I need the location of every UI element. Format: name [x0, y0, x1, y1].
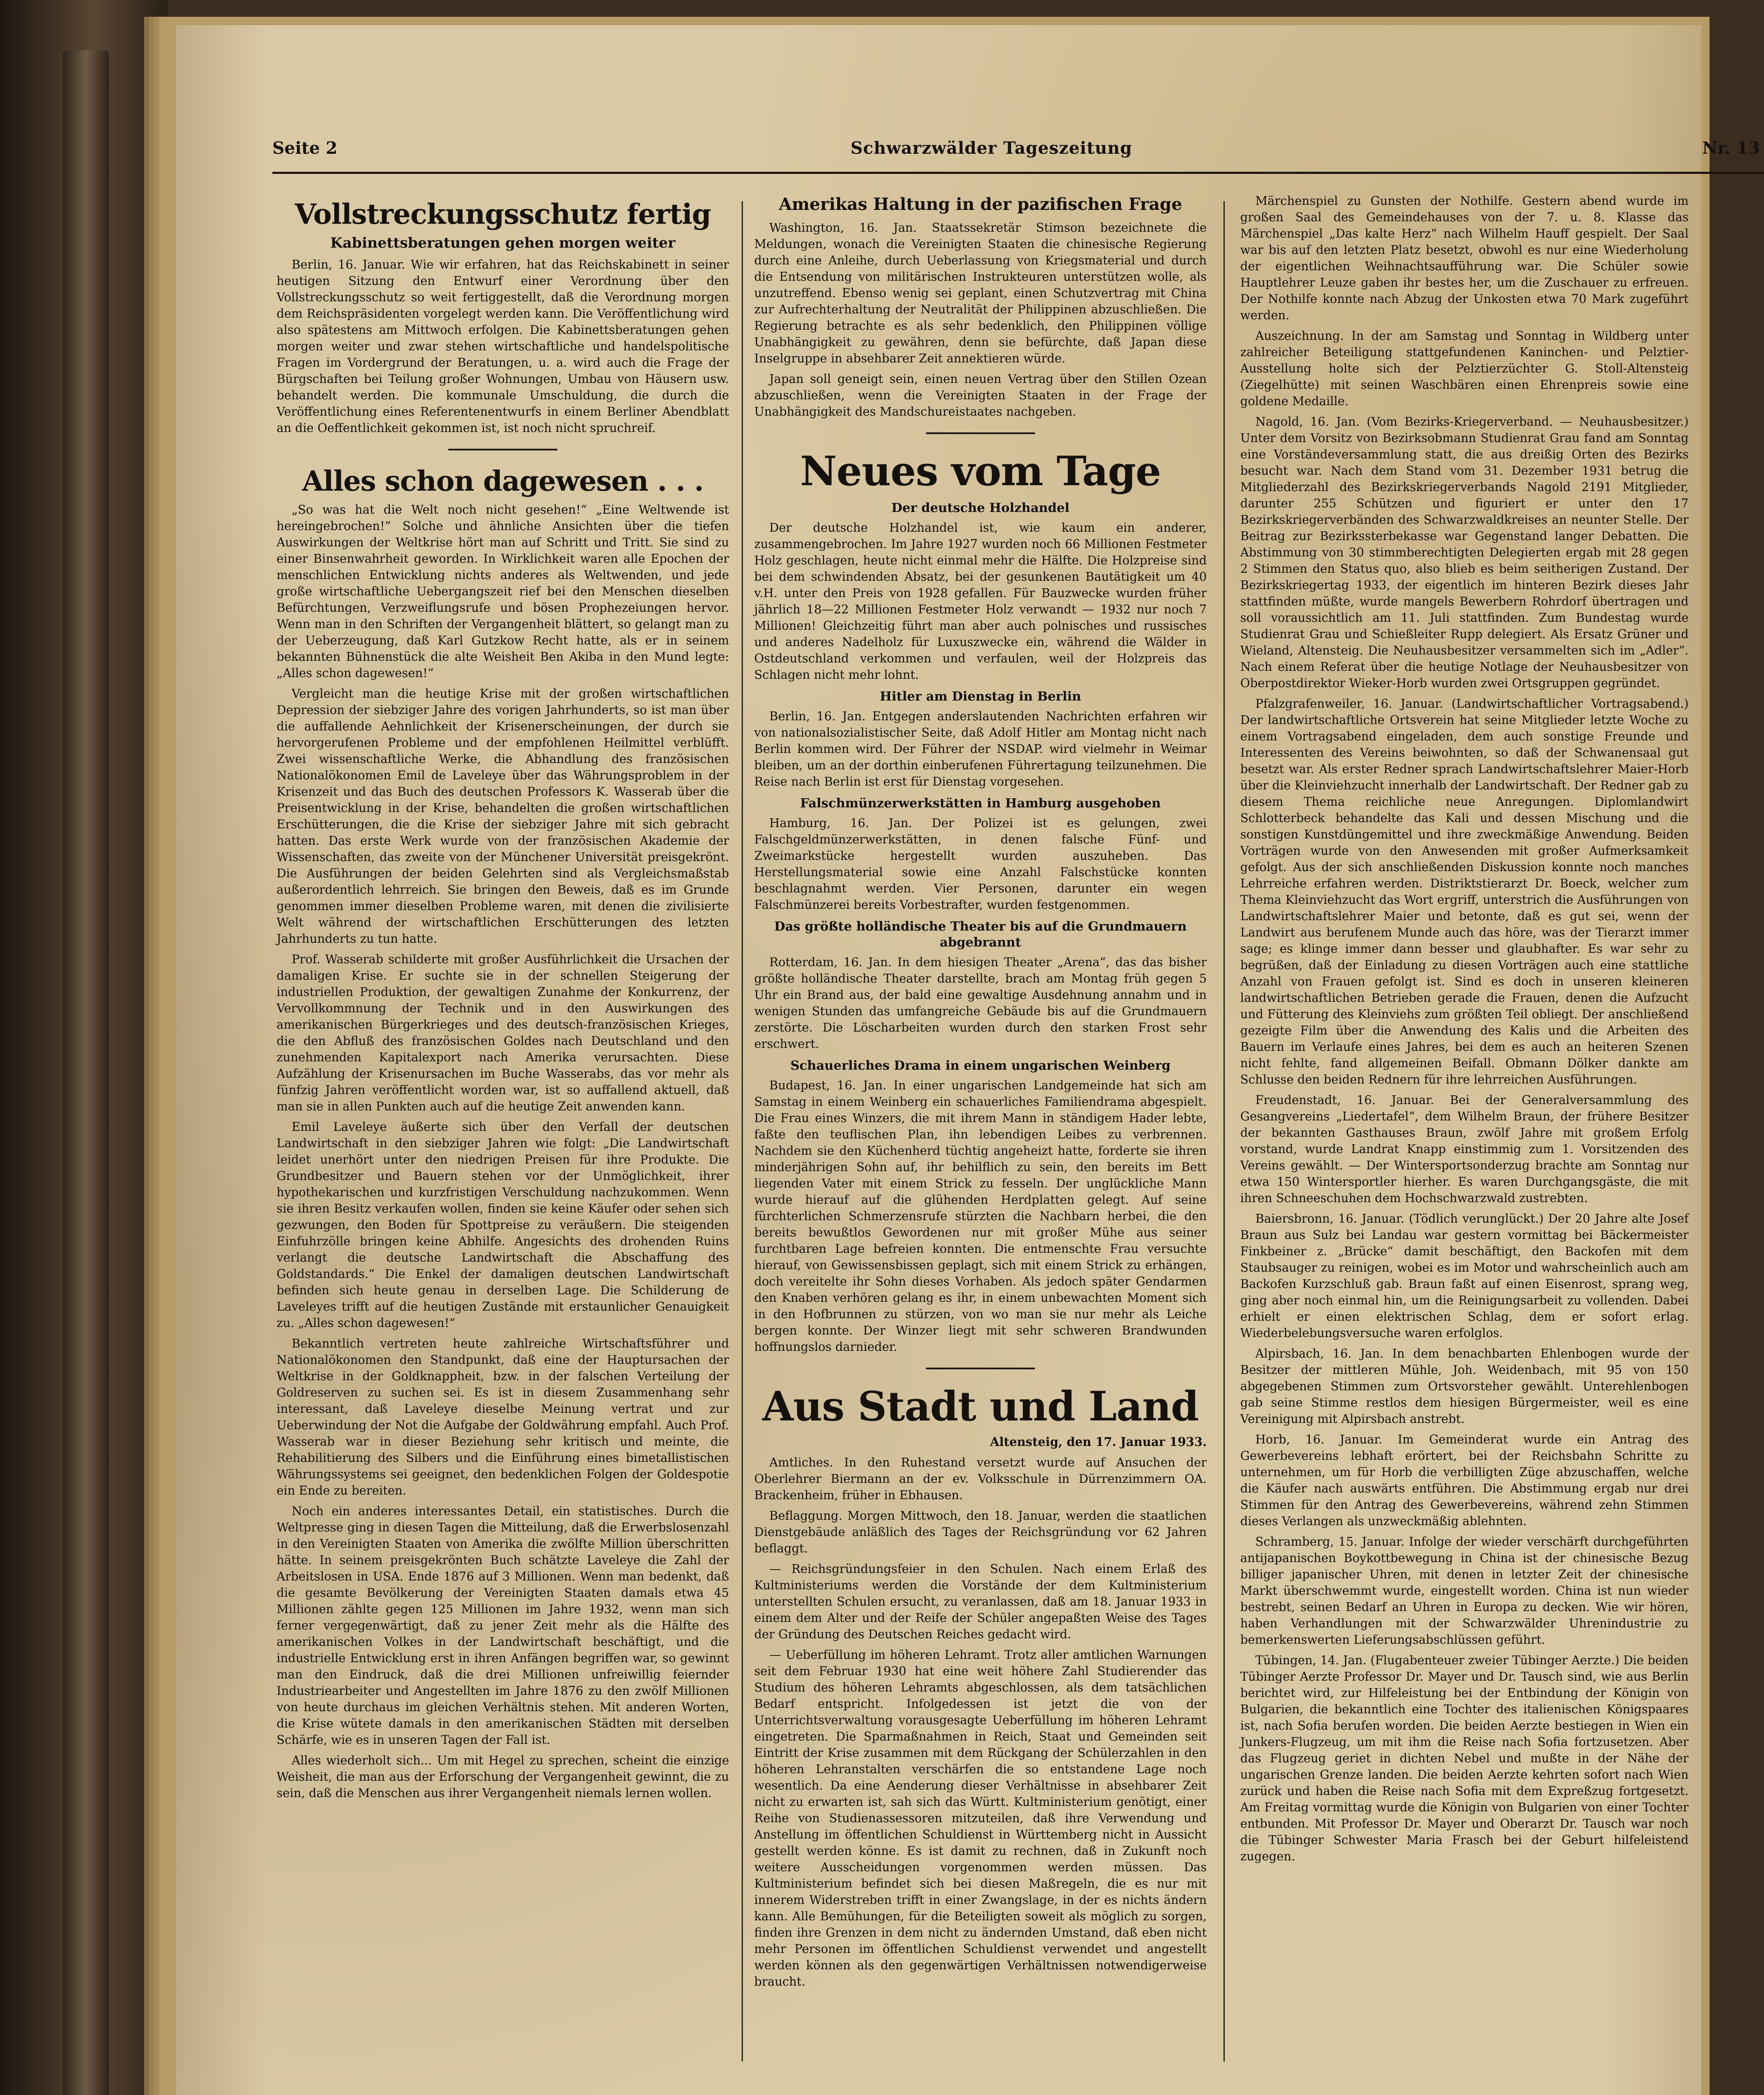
article-paragraph: Budapest, 16. Jan. In einer ungarischen Landgemeinde hat sich am Samstag in einem Weinberg ein schauerliches Familiendrama abgespielt. Die Frau eines Winzers, die mit ihrem Mann in ständigem Hader lebte, faßte den teuflischen Plan, ihn lebendigen Leibes zu verbrennen. Nachdem sie den Küchenherd tüchtig angeheizt hatte, forderte sie ihren minderjährigen Sohn auf, ihr behilflich zu sein, den bereits im Bett liegenden Vater mit einem Strick zu fesseln. Der unglückliche Mann wurde hierauf auf die glühenden Herdplatten gelegt. Auf seine fürchterlichen Schmerzensrufe stürzten die Nachbarn herbei, die den bereits bewußtlos Gewordenen nur mit großer Mühe aus seiner furchtbaren Lage befreien konnten. Die entmenschte Frau versuchte hierauf, von Gewissensbissen geplagt, sich mit einem Strick zu erhängen, doch vereitelte ihr Sohn dieses Vorhaben. Als jedoch später Gendarmen den Knaben verhören gelang es ihr, in einem unbewachten Moment sich in den Hofbrunnen zu stürzen, von wo man sie nur mehr als Leiche bergen konnte. Der Winzer liegt mit sehr schweren Brandwunden hoffnungslos darnieder. [754, 1079, 1207, 1354]
local-news-item: Nagold, 16. Jan. (Vom Bezirks-Kriegerverband. — Neuhausbesitzer.) Unter dem Vorsitz von Bezirksobmann Studienrat Grau fand am Sonntag eine Vorständeversammlung statt, die aus dreißig Orten des Bezirks besucht war. Nach dem Stand vom 31. Dezember 1931 betrug die Mitgliederzahl des Bezirkskriegerverbands Nagold 2191 Mitglieder, darunter 255 Schützen und figuriert er unter den 17 Bezirkskriegerverbänden des Schwarzwaldkreises an neunter Stelle. Der Beitrag zur Bezirkssterbekasse war Gegenstand langer Debatten. Die Abstimmung von 30 stimmberechtigten Delegierten ergab mit 28 gegen 2 Stimmen den Status quo, also blieb es beim seitherigen Zustand. Der Bezirkskriegertag 1933, der eigentlich im hinteren Bezirk dieses Jahr stattfinden müßte, wurde mangels Bewerbern Rohrdorf übertragen und soll voraussichtlich am 11. Juli stattfinden. Zum Bundestag wurde Studienrat Grau und Schießleiter Rupp delegiert. Als Ersatz Grüner und Wieland, Altensteig. Die Neuhausbesitzer versammelten sich im „Adler“. Nach einem Referat über die heutige Notlage der Neuhausbesitzer von Oberpostdirektor Wieker-Horb wurden zwei Ortsgruppen gegründet. [1240, 415, 1689, 690]
article-paragraph: Emil Laveleye äußerte sich über den Verfall der deutschen Landwirtschaft in den siebziger Jahren wie folgt: „Die Landwirtschaft leidet unerhört unter den niedrigen Preisen für ihre Produkte. Die Grundbesitzer und Bauern stehen vor der Unmöglichkeit, ihrer hypothekarischen und kurzfristigen Verschuldung nachzukommen. Wenn sie ihren Besitz verkaufen wollen, finden sie keine Käufer oder sehen sich gezwungen, den Boden für Spottpreise zu veräußern. Die steigenden Einfuhrzölle bringen keine Abhilfe. Angesichts des drohenden Ruins verlangt die deutsche Landwirtschaft die Abschaffung des Goldstandards.“ Die Enkel der damaligen deutschen Landwirtschaft befinden sich heute genau in derselben Lage. Die Schilderung de Laveleyes trifft auf die heutigen Zustände mit erstaunlicher Genauigkeit zu. „Alles schon dagewesen!“ [277, 1120, 729, 1330]
local-news-item: Freudenstadt, 16. Januar. Bei der Generalversammlung des Gesangvereins „Liedertafel“, dem Wilhelm Braun, der frühere Besitzer der bekannten Gasthauses Braun, zwölf Jahre mit großem Erfolg vorstand, wurde Landrat Knapp einstimmig zum 1. Vorsitzenden des Vereins gewählt. — Der Wintersportsonderzug brachte am Sonntag nur etwa 150 Wintersportler hierher. Es waren Durchgangsgäste, die mit ihren Schneeschuhen dem Hochschwarzwald zustrebten. [1240, 1093, 1689, 1205]
local-news-item: Märchenspiel zu Gunsten der Nothilfe. Gestern abend wurde im großen Saal des Gemeindehauses von der 7. u. 8. Klasse das Märchenspiel „Das kalte Herz“ nach Wilhelm Hauff gespielt. Der Saal war bis auf den letzten Platz besetzt, obwohl es nur eine Wiederholung der eigentlichen Weihnachtsaufführung war. Die Schüler sowie Hauptlehrer Leuze gaben ihr bestes her, um die Zuschauer zu erfreuen. Der Nothilfe konnte nach Abzug der Unkosten etwa 70 Mark zugeführt werden. [1240, 194, 1689, 322]
article-subheadline: Das größte holländische Theater bis auf die Grundmauern abgebrannt [774, 919, 1187, 950]
newspaper-title: Schwarzwälder Tageszeitung [851, 138, 1133, 158]
book-binding [0, 0, 168, 2095]
local-news-item: Alpirsbach, 16. Jan. In dem benachbarten Ehlenbogen wurde der Besitzer der mittleren Mühle, Joh. Weidenbach, mit 95 von 150 abgegebenen Stimmen zum Ortsvorsteher gewählt. Unterehlenbogen gab seine Stimme restlos dem hiesigen Bürgermeister, weil es eine Vereinigung mit Alpirsbach anstrebt. [1240, 1347, 1689, 1426]
section-headline: Neues vom Tage [800, 447, 1161, 495]
column-1 [277, 193, 729, 2095]
article-paragraph: Beflaggung. Morgen Mittwoch, den 18. Januar, werden die staatlichen Dienstgebäude anläßlich des Tages der Reichsgründung vor 62 Jahren beflaggt. [754, 1509, 1207, 1555]
article-subheadline: Der deutsche Holzhandel [891, 501, 1070, 515]
issue-number: Nr. 13 [1702, 138, 1760, 158]
section-headline: Aus Stadt und Land [762, 1383, 1199, 1430]
article-subheadline: Hitler am Dienstag in Berlin [879, 689, 1081, 704]
article-headline: Vollstreckungsschutz fertig [295, 198, 711, 230]
page-header [272, 122, 1764, 172]
article-paragraph: Noch ein anderes interessantes Detail, ein statistisches. Durch die Weltpresse ging in diesen Tagen die Mitteilung, daß die Erwerbslosenzahl in den Vereinigten Staaten von Amerika die zwölfte Million überschritten hätte. In seinem preisgekrönten Buch schätzte Laveleye die Zahl der Arbeitslosen in USA. Ende 1876 auf 3 Millionen. Wenn man bedenkt, daß die gesamte Bevölkerung der Vereinigten Staaten damals etwa 45 Millionen zählte gegen 125 Millionen im Jahre 1932, wenn man sich ferner vergegenwärtigt, daß zu jener Zeit mehr als die Hälfte des amerikanischen Volkes in der Landwirtschaft beschäftigt, und die industrielle Entwicklung erst in ihren Anfängen begriffen war, so gewinnt man den Eindruck, daß die drei Millionen unfreiwillig feiernder Industriearbeiter und Angestellten im Jahre 1876 zu den zwölf Millionen von heute durchaus im gleichen Verhältnis stehen. Mit anderen Worten, die Krise wütete damals in den amerikanischen Städten mit derselben Schärfe, wie es in unseren Tagen der Fall ist. [277, 1504, 729, 1747]
page-number: Seite 2 [272, 138, 338, 158]
column-3 [1240, 193, 1689, 2095]
header-rule [272, 172, 1764, 174]
article-subheadline: Falschmünzerwerkstätten in Hamburg ausgehoben [800, 796, 1161, 811]
article-subheadline: Schauerliches Drama in einem ungarischen Weinberg [790, 1058, 1171, 1073]
article-paragraph: — Ueberfüllung im höheren Lehramt. Trotz aller amtlichen Warnungen seit dem Februar 1930 hat eine weit höhere Zahl Studierender das Studium des höheren Lehramts abgeschlossen, als dem tatsächlichen Bedarf entspricht. Infolgedessen ist jetzt die von der Unterrichtsverwaltung vorausgesagte Ueberfüllung im höheren Lehramt eingetreten. Die Sparmaßnahmen in Reich, Staat und Gemeinden seit Eintritt der Krise zusammen mit dem Rückgang der Schülerzahlen in den höheren Lehranstalten verschärfen die so entstandene Lage noch wesentlich. Da eine Aenderung dieser Verhältnisse in absehbarer Zeit nicht zu erwarten ist, sah sich das Württ. Kultministerium genötigt, einer Reihe von Studienassessoren mitzuteilen, daß ihre Verwendung und Anstellung im öffentlichen Schuldienst in Württemberg nicht in Aussicht gestellt werden könne. Es ist damit zu rechnen, daß in Zukunft noch weitere Ausscheidungen vorgenommen werden müssen. Das Kultministerium befindet sich bei diesen Maßregeln, die es nur mit innerem Widerstreben trifft in einer Zwangslage, in der es nichts ändern kann. Alle Bemühungen, für die Beteiligten soweit als möglich zu sorgen, finden ihre Grenzen in dem nicht zu ändernden Umstand, daß eben nicht mehr Personen im öffentlichen Schuldienst verwendet und angestellt werden können als den gegenwärtigen Verhältnissen notwendigerweise braucht. [754, 1648, 1207, 1989]
binding-strip [63, 50, 109, 2095]
local-news-item: Schramberg, 15. Januar. Infolge der wieder verschärft durchgeführten antijapanischen Boykottbewegung in China ist der chinesische Bezug billiger japanischer Uhren, mit denen in letzter Zeit der chinesische Markt überschwemmt wurde, eingestellt worden. China ist nun wieder bestrebt, seinen Bedarf an Uhren in Europa zu decken. Wie wir hören, haben Verhandlungen mit der Schwarzwälder Uhrenindustrie zu bemerkenswerten Lieferungsabschlüssen geführt. [1240, 1535, 1689, 1647]
article-paragraph: Bekanntlich vertreten heute zahlreiche Wirtschaftsführer und Nationalökonomen den Standpunkt, daß eine der Hauptursachen der Weltkrise in der Goldknappheit, bzw. in der falschen Verteilung der Goldreserven zu suchen sei. Es ist in diesem Zusammenhang sehr interessant, daß Laveleye dieselbe Meinung vertrat und zur Ueberwindung der Not die Aufgabe der Goldwährung empfahl. Auch Prof. Wasserab war in dieser Beziehung sehr kritisch und meinte, die Rehabilitierung des Silbers und die Einführung eines bimetallistischen Währungssystems sei geeignet, den bedenklichen Folgen der Goldespotie ein Ende zu bereiten. [277, 1337, 729, 1498]
column-separator [1223, 201, 1225, 2061]
article-paragraph: Amtliches. In den Ruhestand versetzt wurde auf Ansuchen der Oberlehrer Biermann an der ev. Volksschule in Dürrenzimmern OA. Brackenheim, früher in Ebhausen. [754, 1456, 1207, 1502]
article-paragraph: Hamburg, 16. Jan. Der Polizei ist es gelungen, zwei Falschgeldmünzerwerkstätten, in denen falsche Fünf- und Zweimarkstücke hergestellt wurden auszuheben. Das Herstellungsmaterial sowie eine Anzahl Falschstücke konnten beschlagnahmt werden. Vier Personen, darunter ein wegen Falschmünzerei bereits Vorbestrafter, wurden festgenommen. [754, 816, 1207, 912]
local-news-item: Tübingen, 14. Jan. (Flugabenteuer zweier Tübinger Aerzte.) Die beiden Tübinger Aerzte Professor Dr. Mayer und Dr. Tausch sind, wie aus Berlin berichtet wird, zur Hilfeleistung bei der Entbindung der Königin von Bulgarien, die bekanntlich eine Tochter des italienischen Königspaares ist, nach Sofia berufen worden. Die beiden Aerzte bestiegen in Wien ein Junkers-Flugzeug, um mit ihm die Reise nach Sofia fortzusetzen. Aber das Flugzeug geriet in dichten Nebel und mußte in der Nähe der ungarischen Grenze landen. Die beiden Aerzte kehrten sofort nach Wien zurück und haben die Reise nach Sofia mit dem Expreßzug fortgesetzt. Am Freitag vormittag wurde die Königin von Bulgarien von einer Tochter entbunden. Mit Professor Dr. Mayer und Oberarzt Dr. Tausch war noch die Tübinger Schwester Maria Frasch bei der Geburt hilfeleistend zugegen. [1240, 1653, 1689, 1863]
column-2 [754, 193, 1207, 2095]
article-paragraph: Japan soll geneigt sein, einen neuen Vertrag über den Stillen Ozean abzuschließen, wenn die Vereinigten Staaten in der Frage der Unabhängigkeit des Mandschureistaates nachgeben. [754, 372, 1207, 419]
article-divider [926, 1368, 1035, 1369]
article-subheadline: Kabinettsberatungen gehen morgen weiter [330, 235, 675, 251]
article-divider [926, 432, 1035, 434]
column-separator [742, 201, 743, 2061]
article-headline: Amerikas Haltung in der pazifischen Frage [779, 194, 1182, 214]
newspaper-page [176, 25, 1760, 2095]
article-paragraph: — Reichsgründungsfeier in den Schulen. Nach einem Erlaß des Kultministeriums werden die Vorstände der dem Kultministerium unterstellten Schulen ersucht, zu veranlassen, daß am 18. Januar 1933 in einem dem Alter und der Reife der Schüler angepaßten Weise des Tages der Gründung des Deutschen Reiches gedacht wird. [754, 1562, 1207, 1641]
article-divider [448, 449, 557, 450]
article-paragraph: Vergleicht man die heutige Krise mit der großen wirtschaftlichen Depression der siebziger Jahre des vorigen Jahrhunderts, so ist man über die auffallende Aehnlichkeit der Krisenerscheinungen, der durch sie hervorgerufenen Probleme und der empfohlenen Heilmittel verblüfft. Zwei wissenschaftliche Werke, die Abhandlung des französischen Nationalökonomen Emil de Laveleye über das Währungsproblem in der Krisenzeit und das Buch des deutschen Professors K. Wasserab über die Preisentwicklung in der Krise, behandelten die großen wirtschaftlichen Erschütterungen, die die Krise der siebziger Jahre mit sich gebracht hatten. Das erste Werk wurde von der französischen Akademie der Wissenschaften, das zweite von der Münchener Universität preisgekrönt. Die Ausführungen der beiden Gelehrten sind als Vergleichsmaßstab außerordentlich lehrreich. Sie bringen den Beweis, daß es im Grunde genommen immer dieselben Probleme waren, mit denen die zivilisierte Welt während der wirtschaftlichen Erschütterungen des letzten Jahrhunderts zu tun hatte. [277, 687, 729, 946]
article-paragraph: „So was hat die Welt noch nicht gesehen!“ „Eine Weltwende ist hereingebrochen!“ Solche und ähnliche Ansichten über die tiefen Auswirkungen der Weltkrise hört man auf Schritt und Tritt. Sie sind zu einer Binsenwahrheit geworden. In Wirklichkeit waren alle Epochen der menschlichen Entwicklung nichts anderes als Weltwenden, und jede große wirtschaftliche Uebergangszeit rief bei den Menschen dieselben Befürchtungen, Verzweiflungsrufe und bösen Prophezeiungen hervor. Wenn man in den Schriften der Vergangenheit blättert, so gelangt man zu der Ueberzeugung, daß Karl Gutzkow Recht hatte, als er in seinem bekannten Bühnenstück die alte Weisheit Ben Akiba in den Mund legte: „Alles schon dagewesen!“ [277, 503, 729, 680]
article-headline: Alles schon dagewesen . . . [302, 465, 704, 497]
local-news-item: Auszeichnung. In der am Samstag und Sonntag in Wildberg unter zahlreicher Beteiligung stattgefundenen Kaninchen- und Pelztier-Ausstellung holte sich der Pelztierzüchter G. Stoll-Altensteig (Ziegelhütte) mit seinen Waschbären einen Ehrenpreis sowie eine goldene Medaille. [1240, 329, 1689, 408]
dateline: Altensteig, den 17. Januar 1933. [990, 1435, 1207, 1449]
local-news-item: Pfalzgrafenweiler, 16. Januar. (Landwirtschaftlicher Vortragsabend.) Der landwirtschaftliche Ortsverein hat seine Mitglieder letzte Woche zu einem Vortragsabend eingeladen, dem auch sonstige Freunde und Interessenten des Vereins beiwohnten, so daß der Schwanensaal gut besetzt war. Als erster Redner sprach Landwirtschaftslehrer Maier-Horb über die Kleinviehzucht innerhalb der Landwirtschaft. Der Redner gab zu diesem Thema reichliche neue Anregungen. Diplomlandwirt Schlotterbeck behandelte das Kali und dessen Mischung und die sonstigen Kunstdüngemittel und ihre zweckmäßige Anwendung. Beiden Vorträgen wurde von den Anwesenden mit großer Aufmerksamkeit gefolgt. Aus der sich anschließenden Diskussion konnte noch manches Lehrreiche erfahren werden. Distriktstierarzt Dr. Boeck, welcher zum Thema Kleinviehzucht das Wort ergriff, unterstrich die Ausführungen von Landwirtschaftslehrer Maier und betonte, daß es gut sei, wenn der Landwirt aus berufenem Munde auch das höre, was der Tierarzt immer sage; es klinge immer dann besser und glaubhafter. Es war sehr zu begrüßen, daß der Einladung zu diesen Vorträgen auch eine stattliche Anzahl von Frauen gefolgt ist. Sind es doch in unseren kleineren landwirtschaftlichen Betrieben gerade die Frauen, denen die Aufzucht und Fütterung des Kleinviehs zum größten Teil obliegt. Der anschließend gezeigte Film über die Anwendung des Kalis und die Arbeiten des Bauern im Verlaufe eines Jahres, bei dem es auch an heiteren Szenen nicht fehlte, fand allgemeinen Beifall. Obmann Dölker dankte am Schlusse den beiden Rednern für ihre lehrreichen Ausführungen. [1240, 697, 1689, 1086]
article-paragraph: Der deutsche Holzhandel ist, wie kaum ein anderer, zusammengebrochen. Im Jahre 1927 wurden noch 66 Millionen Festmeter Holz geschlagen, heute nicht einmal mehr die Hälfte. Die Holzpreise sind bei dem schwindenden Absatz, bei der gesunkenen Bautätigkeit um 40 v.H. unter den Preis von 1928 gefallen. Für Bauzwecke wurden früher jährlich 18—22 Millionen Festmeter Holz verwandt — 1932 nur noch 7 Millionen! Gleichzeitig führt man aber auch polnisches und russisches und anderes Nadelholz für Luxuszwecke ein, während die Wälder in Ostdeutschland verkommen und verfaulen, weil der Holzpreis das Schlagen nicht mehr lohnt. [754, 521, 1207, 682]
article-paragraph: Berlin, 16. Januar. Wie wir erfahren, hat das Reichskabinett in seiner heutigen Sitzung den Entwurf einer Verordnung über den Vollstreckungsschutz so weit fertiggestellt, daß die Verordnung morgen dem Reichspräsidenten vorgelegt werden kann. Die Veröffentlichung wird also spätestens am Mittwoch erfolgen. Die Kabinettsberatungen gehen morgen weiter und zwar stehen wirtschaftliche und handelspolitische Fragen im Vordergrund der Beratungen, u. a. wird auch die Frage der Bürgschaften bei Teilung großer Wohnungen, Umbau von Häusern usw. behandelt werden. Die kommunale Umschuldung, die durch die Veröffentlichung eines Referentenentwurfs in einem Berliner Abendblatt an die Oeffentlichkeit gekommen ist, ist noch nicht spruchreif. [277, 258, 729, 435]
local-news-item: Baiersbronn, 16. Januar. (Tödlich verunglückt.) Der 20 Jahre alte Josef Braun aus Sulz bei Landau war gestern vormittag bei Bäckermeister Finkbeiner z. „Brücke“ damit beschäftigt, den Backofen mit dem Staubsauger zu reinigen, wobei es im Motor und wahrscheinlich auch am Backofen Kurzschluß gab. Braun faßt auf einen Eisenrost, sprang weg, ging aber noch einmal hin, um die Reinigungsarbeit zu vollenden. Dabei erhielt er einen elektrischen Schlag, dem er sofort erlag. Wiederbelebungsversuche waren erfolglos. [1240, 1212, 1689, 1340]
local-news-item: Horb, 16. Januar. Im Gemeinderat wurde ein Antrag des Gewerbevereins lebhaft erörtert, bei der Reichsbahn Schritte zu unternehmen, um für Horb die verbilligten Züge abzuschaffen, welche die Käufer nach auswärts entführen. Die Abstimmung ergab nur drei Stimmen für den Antrag des Gewerbevereins, während zehn Stimmen dieses Verlangen als unzweckmäßig ablehnten. [1240, 1433, 1689, 1528]
article-paragraph: Prof. Wasserab schilderte mit großer Ausführlichkeit die Ursachen der damaligen Krise. Er suchte sie in der schnellen Steigerung der industriellen Produktion, der gewaltigen Zunahme der Konkurrenz, der Vervollkommnung der Technik und in den Auswirkungen des amerikanischen Bürgerkrieges und des deutsch-französischen Krieges, die den Abfluß des französischen Goldes nach Deutschland und den zunehmenden Kapitalexport nach Amerika verursachten. Diese Aufzählung der Krisenursachen im Buche Wasserabs, das vor mehr als fünfzig Jahren veröffentlicht worden war, ist so auffallend aktuell, daß man sie in allen Punkten auch auf die heutige Zeit anwenden kann. [277, 952, 729, 1113]
article-paragraph: Rotterdam, 16. Jan. In dem hiesigen Theater „Arena“, das das bisher größte holländische Theater darstellte, brach am Montag früh gegen 5 Uhr ein Brand aus, der bald eine gewaltige Ausdehnung annahm und in wenigen Stunden das umfangreiche Gebäude bis auf die Grundmauern zerstörte. Die Löscharbeiten wurden durch den starken Frost sehr erschwert. [754, 955, 1207, 1051]
article-paragraph: Berlin, 16. Jan. Entgegen anderslautenden Nachrichten erfahren wir von nationalsozialistischer Seite, daß Adolf Hitler am Montag nicht nach Berlin kommen wird. Der Führer der NSDAP. wird vielmehr in Weimar bleiben, um an der dorthin einberufenen Führertagung teilzunehmen. Die Reise nach Berlin ist erst für Dienstag vorgesehen. [754, 709, 1207, 789]
article-paragraph: Washington, 16. Jan. Staatssekretär Stimson bezeichnete die Meldungen, wonach die Vereinigten Staaten die chinesische Regierung durch eine Anleihe, durch Ueberlassung von Kriegsmaterial und durch die Entsendung von militärischen Instrukteuren unterstützen wolle, als unzutreffend. Ebenso wenig sei geplant, einen Schutzvertrag mit China zur Aufrechterhaltung der Neutralität der Philippinen abzuschließen. Die Regierung betrachte es als sehr bedenklich, den Philippinen völlige Unabhängigkeit zu gewähren, denn sie befürchte, daß Japan diese Inselgruppe in absehbarer Zeit annektieren würde. [754, 221, 1207, 365]
article-paragraph: Alles wiederholt sich... Um mit Hegel zu sprechen, scheint die einzige Weisheit, die man aus der Erforschung der Vergangenheit gewinnt, die zu sein, daß die Menschen aus ihrer Vergangenheit niemals lernen wollen. [277, 1754, 729, 1800]
